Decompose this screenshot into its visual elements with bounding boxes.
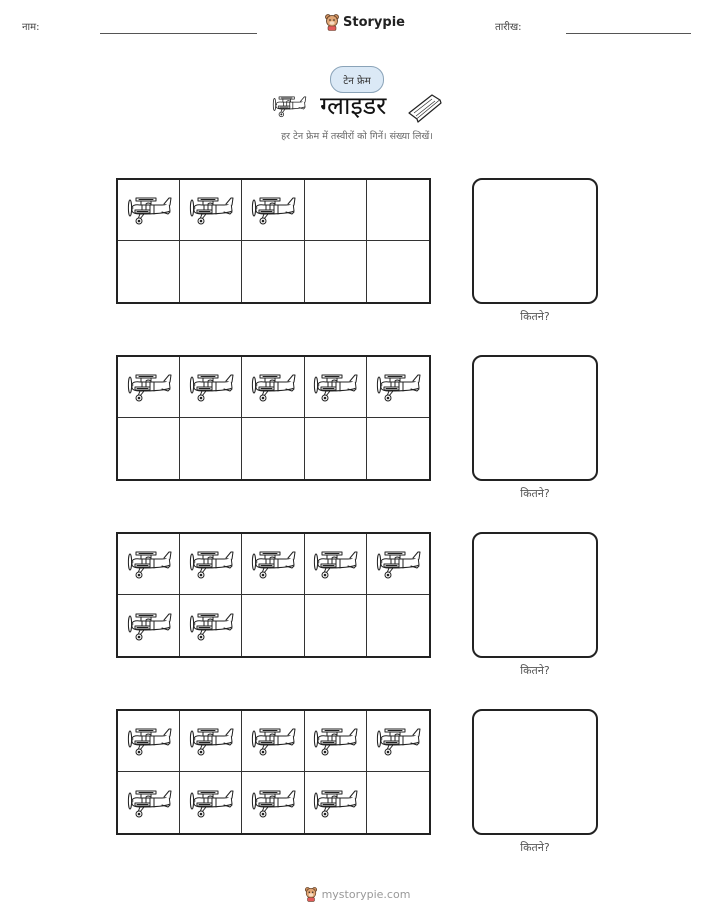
biplane-glider-icon	[188, 193, 234, 227]
ten-frame-cell	[367, 772, 429, 833]
answer-box[interactable]	[472, 532, 598, 658]
ten-frame-cell	[305, 772, 367, 833]
ten-frame-cell	[180, 711, 242, 772]
ten-frame-cell	[118, 595, 180, 656]
worksheet-type-badge: टेन फ्रेम	[330, 66, 384, 93]
wooden-stick-icon	[406, 91, 444, 123]
biplane-glider-icon	[312, 547, 358, 581]
biplane-glider-icon	[312, 370, 358, 404]
footer-url[interactable]: mystorypie.com	[321, 887, 411, 901]
biplane-glider-icon	[126, 609, 172, 643]
ten-frame-cell	[180, 595, 242, 656]
ten-frame-cell	[305, 711, 367, 772]
ten-frame-cell	[118, 357, 180, 418]
ten-frame-cell	[305, 180, 367, 241]
ten-frame	[116, 355, 431, 481]
biplane-glider-icon	[126, 786, 172, 820]
answer-label: कितने?	[520, 487, 550, 500]
ten-frame-cell	[180, 357, 242, 418]
answer-label: कितने?	[520, 310, 550, 323]
ten-frame-cell	[305, 534, 367, 595]
answer-box[interactable]	[472, 709, 598, 835]
ten-frame-cell	[118, 711, 180, 772]
biplane-glider-icon	[312, 724, 358, 758]
biplane-glider-icon	[312, 786, 358, 820]
biplane-glider-icon	[188, 609, 234, 643]
biplane-glider-icon	[375, 547, 421, 581]
biplane-glider-icon	[188, 547, 234, 581]
ten-frame-cell	[367, 595, 429, 656]
biplane-glider-icon	[188, 786, 234, 820]
name-label: नाम:	[22, 22, 40, 33]
biplane-glider-icon	[250, 786, 296, 820]
ten-frame	[116, 532, 431, 658]
ten-frame-cell	[118, 180, 180, 241]
ten-frame-cell	[180, 241, 242, 302]
biplane-glider-icon	[126, 193, 172, 227]
ten-frame-cell	[305, 241, 367, 302]
ten-frame-cell	[242, 772, 304, 833]
biplane-glider-icon	[126, 370, 172, 404]
ten-frame-cell	[118, 418, 180, 479]
answer-box[interactable]	[472, 178, 598, 304]
ten-frame-cell	[367, 534, 429, 595]
ten-frame-cell	[242, 418, 304, 479]
ten-frame-cell	[305, 357, 367, 418]
ten-frame-cell	[242, 595, 304, 656]
ten-frame-cell	[242, 711, 304, 772]
instructions: हर टेन फ्रेम में तस्वीरों को गिनें। संख्या लिखें।	[281, 131, 433, 142]
ten-frame-cell	[180, 534, 242, 595]
footer	[0, 886, 714, 902]
biplane-glider-icon	[250, 193, 296, 227]
ten-frame-cell	[180, 418, 242, 479]
ten-frame-cell	[367, 241, 429, 302]
ten-frame	[116, 709, 431, 835]
biplane-glider-icon	[188, 724, 234, 758]
date-line[interactable]	[566, 33, 691, 34]
biplane-glider-icon	[250, 547, 296, 581]
biplane-glider-icon	[126, 547, 172, 581]
biplane-glider-icon	[188, 370, 234, 404]
ten-frame-cell	[305, 418, 367, 479]
biplane-glider-icon	[250, 724, 296, 758]
ten-frame-cell	[367, 357, 429, 418]
ten-frame-cell	[367, 180, 429, 241]
biplane-glider-icon	[375, 724, 421, 758]
page-title: ग्लाइडर	[320, 91, 387, 120]
brand-name: Storypie	[343, 14, 405, 30]
biplane-glider-icon	[126, 724, 172, 758]
answer-box[interactable]	[472, 355, 598, 481]
ten-frame-cell	[118, 534, 180, 595]
ten-frame-cell	[242, 534, 304, 595]
answer-label: कितने?	[520, 664, 550, 677]
biplane-glider-icon	[271, 93, 307, 119]
bear-icon	[304, 886, 318, 902]
ten-frame-cell	[118, 772, 180, 833]
biplane-glider-icon	[375, 370, 421, 404]
name-line[interactable]	[100, 33, 257, 34]
ten-frame-cell	[367, 711, 429, 772]
ten-frame-cell	[180, 180, 242, 241]
ten-frame-cell	[180, 772, 242, 833]
brand-logo	[324, 13, 405, 31]
answer-label: कितने?	[520, 841, 550, 854]
ten-frame-cell	[305, 595, 367, 656]
ten-frame	[116, 178, 431, 304]
ten-frame-cell	[242, 241, 304, 302]
ten-frame-cell	[367, 418, 429, 479]
date-label: तारीख:	[495, 22, 522, 33]
ten-frame-cell	[118, 241, 180, 302]
biplane-glider-icon	[250, 370, 296, 404]
bear-icon	[324, 13, 340, 31]
ten-frame-cell	[242, 180, 304, 241]
ten-frame-cell	[242, 357, 304, 418]
